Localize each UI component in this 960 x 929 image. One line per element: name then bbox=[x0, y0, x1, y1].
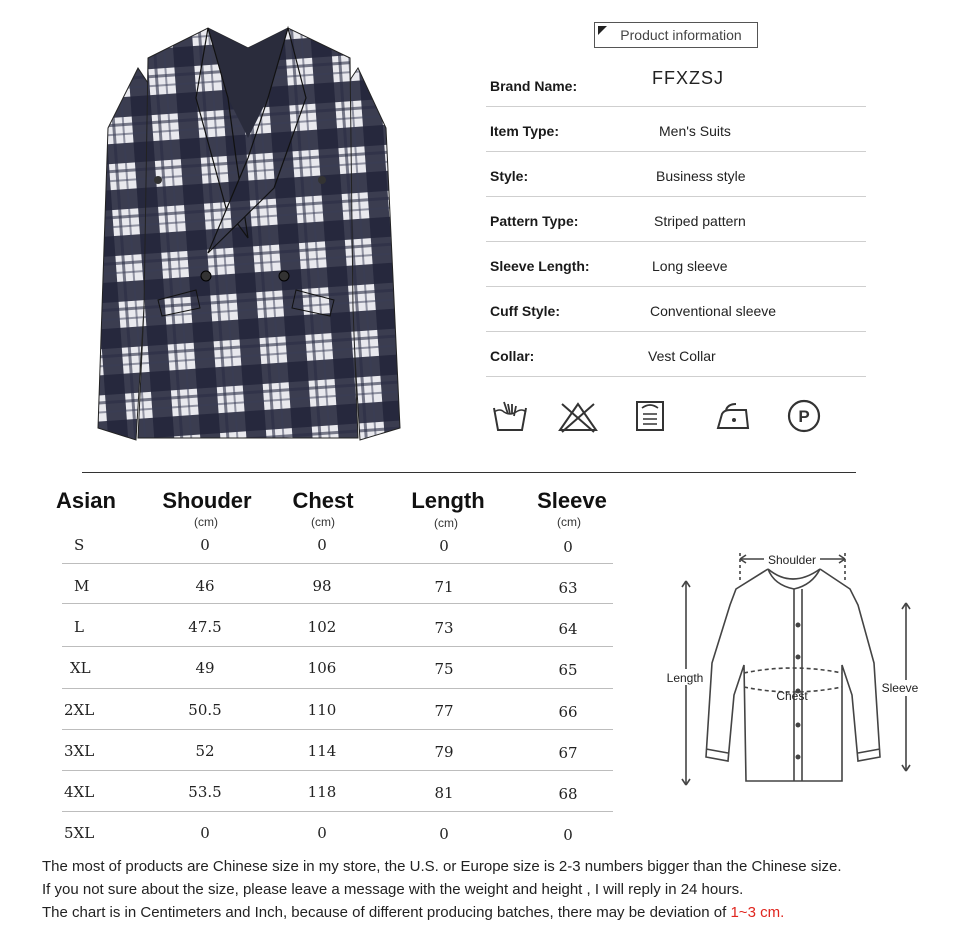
info-row-brand bbox=[486, 62, 866, 107]
care-icons-row bbox=[486, 398, 846, 438]
info-value: Business style bbox=[656, 168, 746, 184]
diagram-chest-label: Chest bbox=[776, 689, 808, 703]
length-cell: 0 bbox=[439, 537, 449, 555]
row-divider bbox=[62, 811, 613, 812]
shoulder-cell: 52 bbox=[195, 742, 215, 760]
chest-cell: 106 bbox=[307, 659, 337, 677]
sleeve-cell: 68 bbox=[558, 785, 578, 803]
sleeve-cell: 63 bbox=[558, 579, 578, 597]
unit-label: (cm) bbox=[311, 515, 335, 529]
length-cell: 81 bbox=[434, 784, 454, 802]
info-value: Men's Suits bbox=[659, 123, 731, 139]
length-cell: 73 bbox=[434, 619, 454, 637]
unit-label: (cm) bbox=[434, 516, 458, 530]
no-bleach-icon bbox=[556, 398, 600, 434]
sleeve-cell: 64 bbox=[558, 620, 578, 638]
sleeve-cell: 65 bbox=[558, 661, 578, 679]
chest-cell: 114 bbox=[307, 742, 337, 760]
chest-cell: 98 bbox=[312, 577, 332, 595]
hand-wash-icon bbox=[490, 398, 530, 434]
info-value: Long sleeve bbox=[652, 258, 728, 274]
size-cell: 3XL bbox=[64, 742, 95, 760]
size-cell: S bbox=[74, 536, 85, 554]
sleeve-cell: 66 bbox=[558, 703, 578, 721]
corner-triangle-icon bbox=[598, 26, 607, 35]
line-dry-icon bbox=[634, 398, 666, 434]
size-cell: 5XL bbox=[64, 824, 95, 842]
row-divider bbox=[62, 729, 613, 730]
diagram-sleeve-label: Sleeve bbox=[881, 681, 919, 695]
info-label: Pattern Type: bbox=[490, 213, 579, 229]
chest-cell: 0 bbox=[317, 536, 327, 554]
info-label: Brand Name: bbox=[490, 78, 578, 94]
chest-cell: 118 bbox=[307, 783, 337, 801]
info-row-sleeve-length bbox=[486, 242, 866, 287]
chest-cell: 110 bbox=[307, 701, 337, 719]
sleeve-cell: 0 bbox=[563, 538, 573, 556]
size-cell: L bbox=[74, 618, 84, 636]
info-row-collar bbox=[486, 332, 866, 377]
info-row-cuff-style bbox=[486, 287, 866, 332]
shoulder-cell: 49 bbox=[195, 659, 215, 677]
measurement-diagram bbox=[660, 545, 920, 795]
shoulder-cell: 0 bbox=[200, 536, 210, 554]
info-label: Collar: bbox=[490, 348, 535, 364]
plaid-suit-jacket-image bbox=[78, 8, 418, 448]
product-info-table bbox=[486, 62, 866, 377]
row-divider bbox=[62, 770, 613, 771]
shoulder-cell: 0 bbox=[200, 824, 210, 842]
shoulder-cell: 47.5 bbox=[188, 618, 222, 636]
header-sleeve: Sleeve bbox=[537, 488, 607, 513]
row-divider bbox=[62, 688, 613, 689]
professional-dry-clean-icon bbox=[786, 398, 822, 434]
info-row-pattern-type bbox=[486, 197, 866, 242]
section-divider bbox=[82, 472, 856, 473]
svg-text:P: P bbox=[798, 407, 810, 426]
chest-cell: 102 bbox=[307, 618, 337, 636]
info-value: Vest Collar bbox=[648, 348, 716, 364]
length-cell: 77 bbox=[434, 702, 454, 720]
note-deviation bbox=[42, 904, 784, 921]
shoulder-cell: 46 bbox=[195, 577, 215, 595]
size-cell: 4XL bbox=[64, 783, 95, 801]
note-size-info: The most of products are Chinese size in my store, the U.S. or Europe size is 2-3 numbers bigger than the Chinese size. bbox=[42, 858, 842, 875]
length-cell: 0 bbox=[439, 825, 449, 843]
unit-label: (cm) bbox=[194, 515, 218, 529]
sleeve-cell: 0 bbox=[563, 826, 573, 844]
row-divider bbox=[62, 646, 613, 647]
header-chest: Chest bbox=[292, 488, 354, 513]
shoulder-cell: 50.5 bbox=[188, 701, 222, 719]
header-asian: Asian bbox=[56, 488, 116, 513]
size-cell: 2XL bbox=[64, 701, 95, 719]
info-label: Style: bbox=[490, 168, 529, 184]
note-deviation-text: The chart is in Centimeters and Inch, because of different producing batches, there may be deviation of bbox=[42, 904, 731, 921]
length-cell: 75 bbox=[434, 660, 454, 678]
info-label: Item Type: bbox=[490, 123, 559, 139]
header-length: Length bbox=[411, 488, 485, 513]
header-shoulder: Shouder bbox=[162, 488, 252, 513]
size-cell: XL bbox=[70, 659, 91, 677]
product-information-title: Product information bbox=[620, 27, 742, 43]
length-cell: 79 bbox=[434, 743, 454, 761]
row-divider bbox=[62, 603, 613, 604]
shoulder-cell: 53.5 bbox=[188, 783, 222, 801]
info-value: Conventional sleeve bbox=[650, 303, 777, 319]
info-row-style bbox=[486, 152, 866, 197]
note-deviation-highlight: 1~3 cm. bbox=[730, 904, 785, 921]
info-row-item-type bbox=[486, 107, 866, 152]
chest-cell: 0 bbox=[317, 824, 327, 842]
note-contact: If you not sure about the size, please leave a message with the weight and height , I will reply in 24 hours. bbox=[42, 881, 744, 898]
info-value: Striped pattern bbox=[654, 213, 746, 229]
iron-icon bbox=[712, 398, 752, 434]
info-label: Sleeve Length: bbox=[490, 258, 590, 274]
info-value: FFXZSJ bbox=[652, 68, 724, 88]
size-cell: M bbox=[74, 577, 90, 595]
product-information-header bbox=[594, 22, 758, 48]
sleeve-cell: 67 bbox=[558, 744, 578, 762]
length-cell: 71 bbox=[434, 578, 454, 596]
diagram-shoulder-label: Shoulder bbox=[767, 553, 817, 567]
unit-label: (cm) bbox=[557, 515, 581, 529]
info-label: Cuff Style: bbox=[490, 303, 560, 319]
row-divider bbox=[62, 563, 613, 564]
diagram-length-label: Length bbox=[666, 671, 704, 685]
